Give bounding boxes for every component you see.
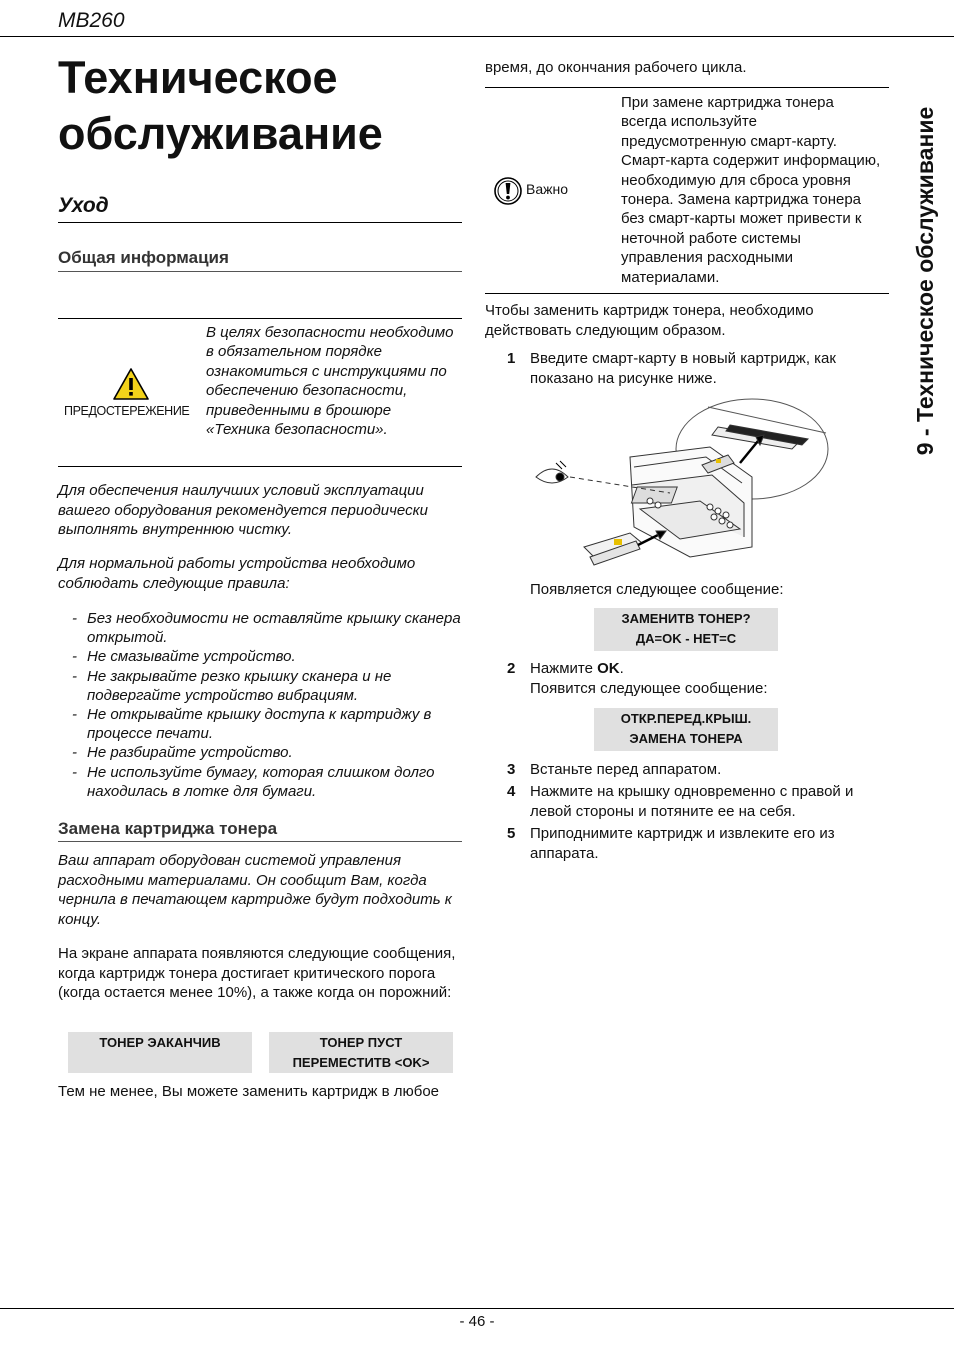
subheading-toner-replacement: Замена картриджа тонера [58,819,278,838]
lcd-line: ЭАМЕНА ТОНЕРА [629,731,743,746]
warning-triangle-icon [112,367,150,401]
step-number: 2 [507,660,516,677]
list-item: - Без необходимости не оставляйте крышку сканера открытой. [72,609,464,647]
subheading-general-info: Общая информация [58,248,229,267]
paragraph-message-appears: Появляется следующее сообщение: [530,581,784,598]
model-name: MB260 [58,9,125,32]
step-text-part: Нажмите [530,660,598,677]
step-number: 4 [507,783,516,800]
caution-label: ПРЕДОСТЕРЕЖЕНИЕ [64,404,190,418]
chapter-side-tab-label: 9 - Техническое обслуживание [912,106,938,456]
step-text: Введите смарт-карту в новый картридж, как показано на рисунке ниже. [530,350,836,387]
step-text: Встаньте перед аппаратом. [530,761,722,778]
paragraph-cleaning: Для обеспечения наилучших условий эксплуатации вашего оборудования рекомендуется периодически выполнять внутреннюю чистку. [58,482,429,538]
lcd-message-toner-low [68,1032,252,1073]
list-item: - Не разбирайте устройство. [72,743,464,762]
divider [58,222,462,223]
lcd-message-replace-toner [594,608,778,651]
step-number: 5 [507,825,516,842]
step-item [485,782,865,822]
step-number: 3 [507,761,516,778]
list-item: - Не смазывайте устройство. [72,647,464,666]
divider [58,271,462,272]
paragraph-consumables-system: Ваш аппарат оборудован системой управления расходными материалами. Он сообщит Вам, когда чернила в печатающем картридже будут подходить к концу. [58,852,452,928]
lcd-line: ДА=OK - НЕТ=C [635,631,737,646]
lcd-message-toner-empty [269,1032,453,1073]
step-item [485,760,865,780]
important-notice [485,87,889,294]
rules-list [72,609,464,801]
caution-text: В целях безопасности необходимо в обязательном порядке ознакомиться с инструкциями по обеспечению безопасности, приведенными в брошюре «Техника безопасности». [206,324,454,439]
important-text: При замене картриджа тонера всегда используйте предусмотренную смарт-карту. Смарт-карта содержит информацию, необходимую для сброса уровня тонера. Замена картриджа тонера без смарт-карты может привести к неточной работе системы управления расходными материалами. [621,94,881,286]
step-text-part: Появится следующее сообщение: [530,679,768,697]
paragraph-replace-intro: Чтобы заменить картридж тонера, необходимо действовать следующим образом. [485,302,814,339]
step-text: Приподнимите картридж и извлеките его из аппарата. [530,825,835,862]
step-item [485,824,865,864]
caution-notice [58,318,462,467]
important-label: Важно [526,181,569,197]
step-item [485,659,865,699]
step-text-part: . [619,660,624,677]
step-item [485,349,865,389]
ok-key-label: OK [597,660,620,677]
list-item: - Не используйте бумагу, которая слишком долго находилась в лотке для бумаги. [72,763,464,801]
list-item: - Не открывайте крышку доступа к картриджу в процессе печати. [72,705,464,743]
paragraph-screen-messages: На экране аппарата появляются следующие сообщения, когда картридж тонера достигает критического порога (когда остается менее 10%), а также когда он порожний: [58,945,456,1001]
lcd-line: ПЕРЕМЕСТИТВ <OK> [292,1055,430,1070]
step-text [530,659,885,698]
lcd-line: ОТКР.ПЕРЕД.КРЫШ. [620,711,752,726]
section-heading-care: Уход [58,194,109,217]
paragraph-rules-intro: Для нормальной работы устройства необходимо соблюдать следующие правила: [58,555,416,592]
lcd-message-open-cover [594,708,778,751]
list-item: - Не закрывайте резко крышку сканера и не подвергайте устройство вибрациям. [72,667,464,705]
chapter-side-tab [903,60,947,502]
page-number: - 46 - [459,1313,495,1330]
paragraph-cycle: время, до окончания рабочего цикла. [485,59,747,76]
footer-rule [0,1308,954,1309]
paragraph-however: Тем не менее, Вы можете заменить картридж в любое [58,1083,440,1100]
smart-card-insertion-illustration [530,397,830,573]
lcd-line: ТОНЕР ЭАКАНЧИВ [99,1035,221,1050]
lcd-line: ЗАМЕНИТВ ТОНЕР? [621,611,751,626]
step-number: 1 [507,350,516,367]
lcd-line: ТОНЕР ПУСТ [319,1035,403,1050]
exclamation-circle-icon [493,176,523,206]
page-title: Техническое обслуживание [58,52,383,159]
header-rule [0,36,954,37]
divider [58,841,462,842]
step-text: Нажмите на крышку одновременно с правой и левой стороны и потяните ее на себя. [530,783,854,820]
